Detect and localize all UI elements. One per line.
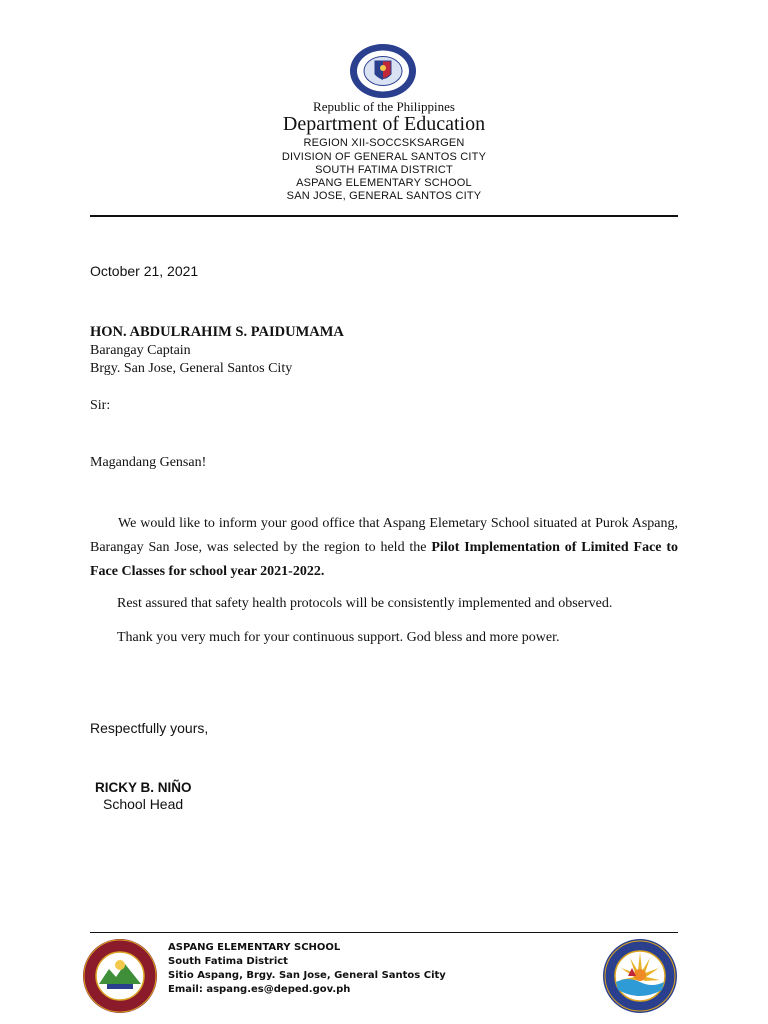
signer-name: RICKY B. NIÑO [95, 780, 192, 795]
footer-district: South Fatima District [168, 956, 288, 967]
district-line: SOUTH FATIMA DISTRICT [315, 164, 453, 176]
addressee-position: Barangay Captain [90, 343, 191, 358]
signer-title: School Head [103, 796, 184, 812]
division-seal [602, 938, 678, 1014]
footer-address: Sitio Aspang, Brgy. San Jose, General Santos City [168, 970, 446, 981]
footer-email: Email: aspang.es@deped.gov.ph [168, 984, 351, 995]
city-line: SAN JOSE, GENERAL SANTOS CITY [286, 190, 482, 202]
closing: Respectfully yours, [90, 720, 209, 736]
paragraph-1-text: We would like to inform your good office that Aspang Elemetary School situated at Purok Aspang, Barangay San Jose, was selected by the region to held the [90, 516, 678, 555]
deped-seal [348, 42, 418, 100]
header-divider [90, 215, 678, 217]
department-title: Department of Education [282, 113, 486, 135]
body-paragraph-2: Rest assured that safety health protocols will be consistently implemented and observed. [117, 596, 613, 611]
region-line: REGION XII-SOCCSKSARGEN [303, 137, 465, 149]
footer-school-info [168, 941, 446, 997]
school-line: ASPANG ELEMENTARY SCHOOL [296, 177, 472, 189]
republic-line: Republic of the Philippines [313, 99, 455, 114]
footer-divider [90, 932, 678, 933]
division-line: DIVISION OF GENERAL SANTOS CITY [281, 151, 487, 163]
paragraph-1-bold: Pilot Implementation of Limited Face to Face Classes for school year 2021-2022. [90, 540, 678, 579]
salutation: Sir: [90, 398, 111, 413]
footer-school-name: ASPANG ELEMENTARY SCHOOL [168, 942, 341, 953]
school-seal [82, 938, 158, 1014]
body-paragraph-3: Thank you very much for your continuous support. God bless and more power. [117, 630, 560, 645]
greeting: Magandang Gensan! [90, 455, 207, 470]
body-paragraph-1 [90, 512, 678, 584]
addressee-name: HON. ABDULRAHIM S. PAIDUMAMA [90, 324, 344, 340]
addressee-address: Brgy. San Jose, General Santos City [90, 361, 293, 376]
letter-date: October 21, 2021 [90, 263, 199, 279]
